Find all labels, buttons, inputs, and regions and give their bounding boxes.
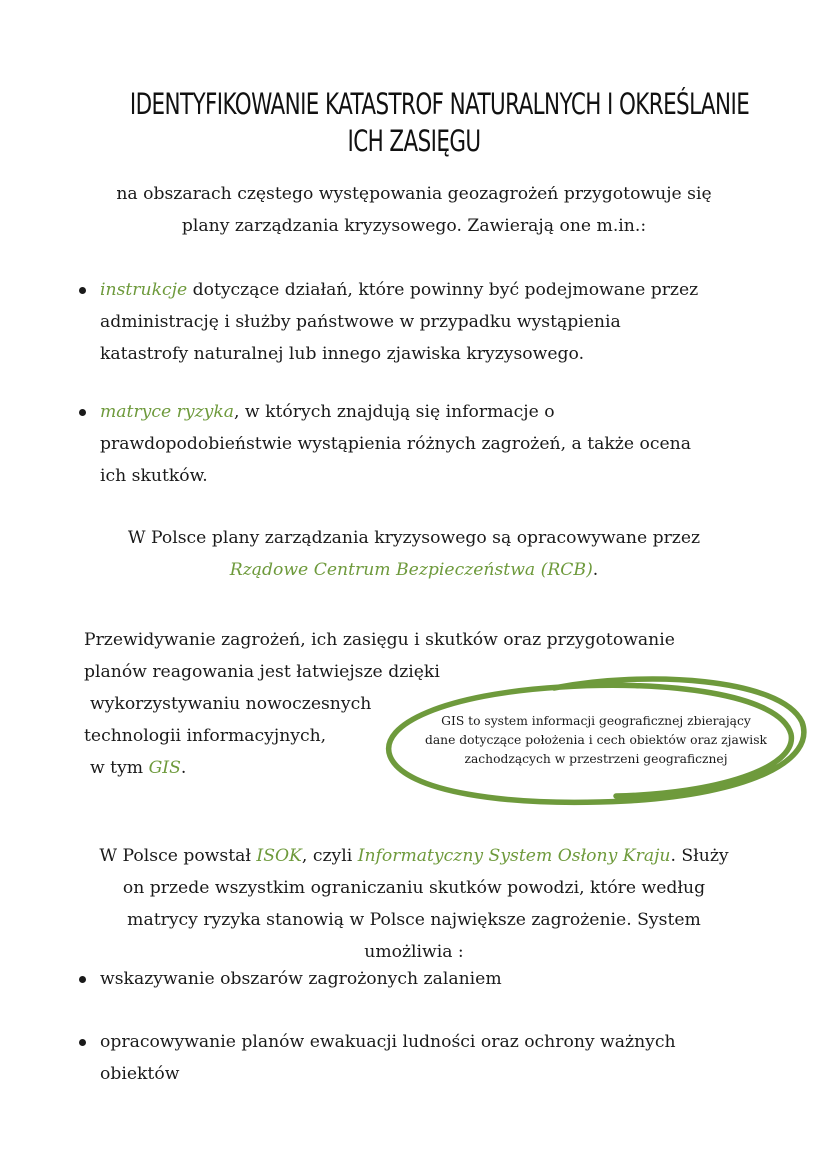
- gis-paragraph-line-1: Przewidywanie zagrożeń, ich zasięgu i skutków oraz przygotowanie: [84, 630, 675, 650]
- gis-paragraph-line-2: planów reagowania jest łatwiejsze dzięki: [84, 662, 440, 682]
- gis-paragraph-line-4: technologii informacyjnych,: [84, 726, 327, 746]
- bullet-icon: [79, 409, 86, 416]
- list-item-matryce-ryzyka: [100, 396, 691, 492]
- isok-line-4: umożliwia :: [364, 942, 464, 962]
- list-item-line-2: administrację i służby państwowe w przypadku wystąpienia: [100, 312, 621, 332]
- list-item-line-2: prawdopodobieństwie wystąpienia różnych zagrożeń, a także ocena: [100, 434, 691, 454]
- list-item-line-3: katastrofy naturalnej lub innego zjawiska kryzysowego.: [100, 344, 585, 364]
- gis-definition-callout: [386, 712, 806, 769]
- intro-line-2: plany zarządzania kryzysowego. Zawierają one m.in.:: [181, 216, 647, 236]
- term-matryce-ryzyka: matryce ryzyka: [100, 402, 234, 422]
- term-gis: GIS: [148, 758, 181, 778]
- term-instrukcje: instrukcje: [100, 280, 188, 300]
- isok-line-2: on przede wszystkim ograniczaniu skutków powodzi, które według: [122, 878, 706, 898]
- isok-line-3: matrycy ryzyka stanowią w Polsce największe zagrożenie. System: [127, 910, 701, 930]
- page-title-line-2: ICH ZASIĘGU: [347, 124, 481, 158]
- list-item-zalanie: wskazywanie obszarów zagrożonych zalaniem: [100, 969, 502, 989]
- list-item-ewakuacja: [100, 1026, 676, 1090]
- term-isok-full: Informatyczny System Osłony Kraju: [357, 846, 671, 866]
- intro-line-1: na obszarach częstego występowania geozagrożeń przygotowuje się: [116, 184, 712, 204]
- callout-line-3: zachodzących w przestrzeni geograficznej: [464, 752, 728, 766]
- intro-paragraph: [0, 178, 828, 242]
- bullet-icon: [79, 287, 86, 294]
- list-item-instrukcje: [100, 274, 698, 370]
- rcb-paragraph: [0, 522, 828, 586]
- page-title-line-1: IDENTYFIKOWANIE KATASTROF NATURALNYCH I OKREŚLANIE: [129, 87, 750, 121]
- isok-line-1: W Polsce powstał ISOK, czyli Informatyczny System Osłony Kraju. Służy: [99, 846, 729, 866]
- rcb-line-1: W Polsce plany zarządzania kryzysowego są opracowywane przez: [127, 528, 701, 548]
- term-isok: ISOK: [256, 846, 302, 866]
- isok-paragraph: [0, 840, 828, 968]
- list-item-line-1: opracowywanie planów ewakuacji ludności oraz ochrony ważnych: [100, 1032, 676, 1052]
- page-title: [129, 86, 750, 160]
- bullet-icon: [79, 976, 86, 983]
- callout-line-2: dane dotyczące położenia i cech obiektów oraz zjawisk: [424, 733, 768, 747]
- list-item-line-1: matryce ryzyka, w których znajdują się informacje o: [100, 402, 555, 422]
- callout-line-1: GIS to system informacji geograficznej zbierający: [441, 714, 751, 728]
- list-item-line-1: instrukcje dotyczące działań, które powinny być podejmowane przez: [100, 280, 699, 300]
- gis-paragraph-line-5: w tym GIS.: [90, 758, 187, 778]
- list-item-line-3: ich skutków.: [100, 466, 208, 486]
- rcb-line-2: Rządowe Centrum Bezpieczeństwa (RCB).: [229, 560, 599, 580]
- term-rcb: Rządowe Centrum Bezpieczeństwa (RCB): [229, 560, 593, 580]
- list-item-line-2: obiektów: [100, 1064, 180, 1084]
- bullet-icon: [79, 1039, 86, 1046]
- gis-paragraph-line-3: wykorzystywaniu nowoczesnych: [90, 694, 372, 714]
